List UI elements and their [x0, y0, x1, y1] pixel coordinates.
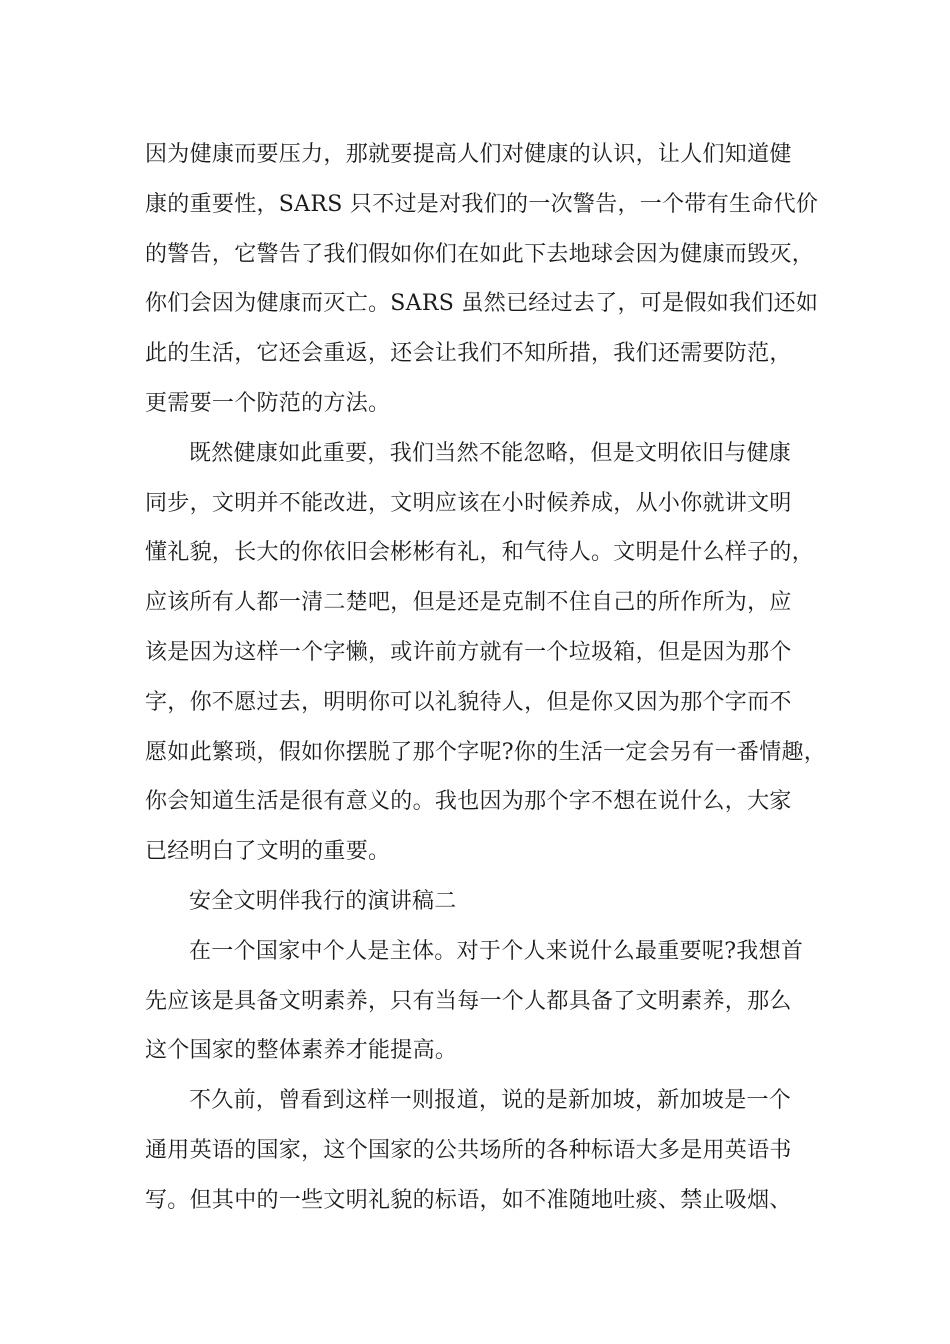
text-line: 既然健康如此重要，我们当然不能忽略，但是文明依旧与健康 [189, 440, 792, 466]
text-line: 不久前，曾看到这样一则报道，说的是新加坡，新加坡是一个 [189, 1088, 792, 1114]
text-line: 你们会因为健康而灭亡。SARS 虽然已经过去了，可是假如我们还如 [145, 291, 819, 317]
text-line: 通用英语的国家，这个国家的公共场所的各种标语大多是用英语书 [145, 1137, 792, 1163]
text-line: 的警告，它警告了我们假如你们在如此下去地球会因为健康而毁灭， [145, 241, 815, 267]
document-body [145, 130, 827, 1226]
text-line: 这个国家的整体素养才能提高。 [145, 1038, 458, 1064]
text-line: 康的重要性，SARS 只不过是对我们的一次警告，一个带有生命代价 [145, 191, 819, 217]
text-line: 更需要一个防范的方法。 [145, 390, 391, 416]
paragraph-singapore [145, 1076, 810, 1225]
text-line: 懂礼貌，长大的你依旧会彬彬有礼，和气待人。文明是什么样子的， [145, 540, 815, 566]
text-line: 已经明白了文明的重要。 [145, 839, 391, 865]
section-heading-speech-two [145, 877, 810, 927]
text-line: 安全文明伴我行的演讲稿二 [189, 888, 457, 914]
text-line: 同步，文明并不能改进，文明应该在小时候养成，从小你就讲文明 [145, 490, 792, 516]
text-line: 在一个国家中个人是主体。对于个人来说什么最重要呢?我想首 [189, 938, 804, 964]
text-line: 此的生活，它还会重返，还会让我们不知所措，我们还需要防范， [145, 341, 792, 367]
text-line: 愿如此繁琐，假如你摆脱了那个字呢?你的生活一定会另有一番情趣， [145, 739, 827, 765]
paragraph-individual [145, 927, 810, 1076]
text-line: 应该所有人都一清二楚吧，但是还是克制不住自己的所作所为，应 [145, 590, 792, 616]
text-line: 先应该是具备文明素养，只有当每一个人都具备了文明素养，那么 [145, 988, 792, 1014]
text-line: 写。但其中的一些文明礼貌的标语，如不准随地吐痰、禁止吸烟、 [145, 1187, 792, 1213]
text-line: 你会知道生活是很有意义的。我也因为那个字不想在说什么，大家 [145, 789, 792, 815]
paragraph-health-sars [145, 130, 819, 429]
paragraph-civilization [145, 429, 827, 877]
text-line: 因为健康而要压力，那就要提高人们对健康的认识，让人们知道健 [145, 142, 792, 167]
text-line: 该是因为这样一个字懒，或许前方就有一个垃圾箱，但是因为那个 [145, 639, 792, 665]
text-line: 字，你不愿过去，明明你可以礼貌待人，但是你又因为那个字而不 [145, 689, 792, 715]
